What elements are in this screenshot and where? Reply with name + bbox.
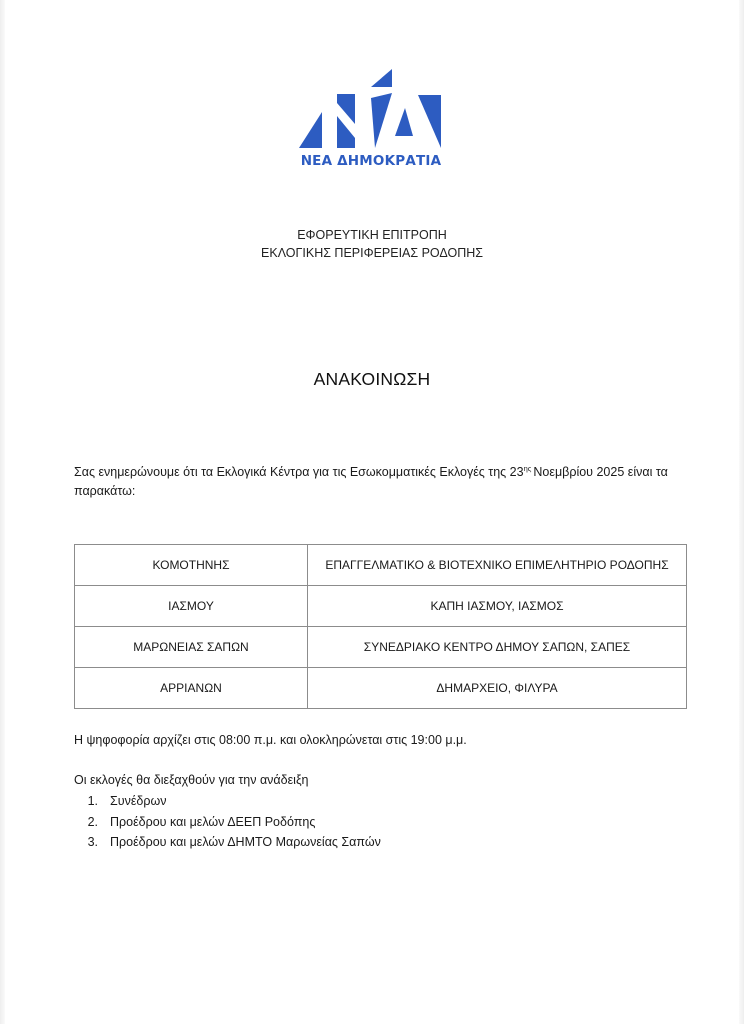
party-logo: [296, 66, 446, 170]
list-text: Προέδρου και μελών ΔΕΕΠ Ροδόπης: [110, 814, 316, 829]
list-number: 1.: [87, 794, 98, 808]
committee-region: ΕΚΛΟΓΙΚΗΣ ΠΕΡΙΦΕΡΕΙΑΣ ΡΟΔΟΠΗΣ: [261, 246, 483, 260]
list-text: Συνέδρων: [110, 794, 167, 808]
logo-text: ΝΕΑ ΔΗΜΟΚΡΑΤΙΑ: [300, 153, 442, 169]
voting-hours: Η ψηφοφορία αρχίζει στις 08:00 π.μ. και ολοκληρώνεται στις 19:00 μ.μ.: [74, 733, 467, 747]
list-item: [74, 812, 381, 833]
page-edge-right: [739, 0, 744, 1024]
list-number: 2.: [87, 814, 98, 829]
municipality-cell: ΜΑΡΩΝΕΙΑΣ ΣΑΠΩΝ: [75, 627, 308, 668]
location-cell: ΣΥΝΕΔΡΙΑΚΟ ΚΕΝΤΡΟ ΔΗΜΟΥ ΣΑΠΩΝ, ΣΑΠΕΣ: [308, 627, 687, 668]
table-row: [75, 627, 687, 668]
intro-superscript: ης: [523, 464, 532, 473]
logo-shape-accent: [371, 69, 392, 87]
document-title: ΑΝΑΚΟΙΝΩΣΗ: [313, 369, 431, 389]
municipality-cell: ΑΡΡΙΑΝΩΝ: [75, 668, 308, 709]
location-cell: ΚΑΠΗ ΙΑΣΜΟΥ, ΙΑΣΜΟΣ: [308, 586, 687, 627]
list-item: [74, 791, 381, 812]
list-item: [74, 832, 381, 853]
location-cell: ΔΗΜΑΡΧΕΙΟ, ΦΙΛΥΡΑ: [308, 668, 687, 709]
table-row: [75, 586, 687, 627]
logo-shape-a-right: [418, 95, 441, 148]
purposes-list: [74, 791, 381, 853]
logo-shape-a-left: [371, 93, 392, 148]
intro-text-start: Σας ενημερώνουμε ότι τα Εκλογικά Κέντρα για τις Εσωκομματικές Εκλογές της 23: [74, 465, 524, 479]
list-number: 3.: [87, 835, 98, 849]
table-row: [75, 668, 687, 709]
logo-shape-left-triangle: [299, 112, 322, 148]
location-cell: ΕΠΑΓΓΕΛΜΑΤΙΚΟ & ΒΙΟΤΕΧΝΙΚΟ ΕΠΙΜΕΛΗΤΗΡΙΟ ΡΟΔΟΠΗΣ: [308, 545, 687, 586]
logo-shape-a-inner: [395, 108, 413, 136]
table-row: [75, 545, 687, 586]
municipality-cell: ΙΑΣΜΟΥ: [75, 586, 308, 627]
intro-paragraph: [74, 459, 694, 501]
municipality-cell: ΚΟΜΟΤΗΝΗΣ: [75, 545, 308, 586]
nd-logo-icon: [296, 66, 446, 152]
election-centers-table: [74, 544, 687, 709]
list-text: Προέδρου και μελών ΔΗΜΤΟ Μαρωνείας Σαπών: [110, 835, 381, 849]
page-edge-left: [0, 0, 5, 1024]
intro-text-end: Νοεμβρίου 2025 είναι τα παρακάτω:: [74, 465, 668, 498]
committee-name: ΕΦΟΡΕΥΤΙΚΗ ΕΠΙΤΡΟΠΗ: [297, 228, 447, 242]
purposes-lead: Οι εκλογές θα διεξαχθούν για την ανάδειξη: [74, 773, 309, 787]
